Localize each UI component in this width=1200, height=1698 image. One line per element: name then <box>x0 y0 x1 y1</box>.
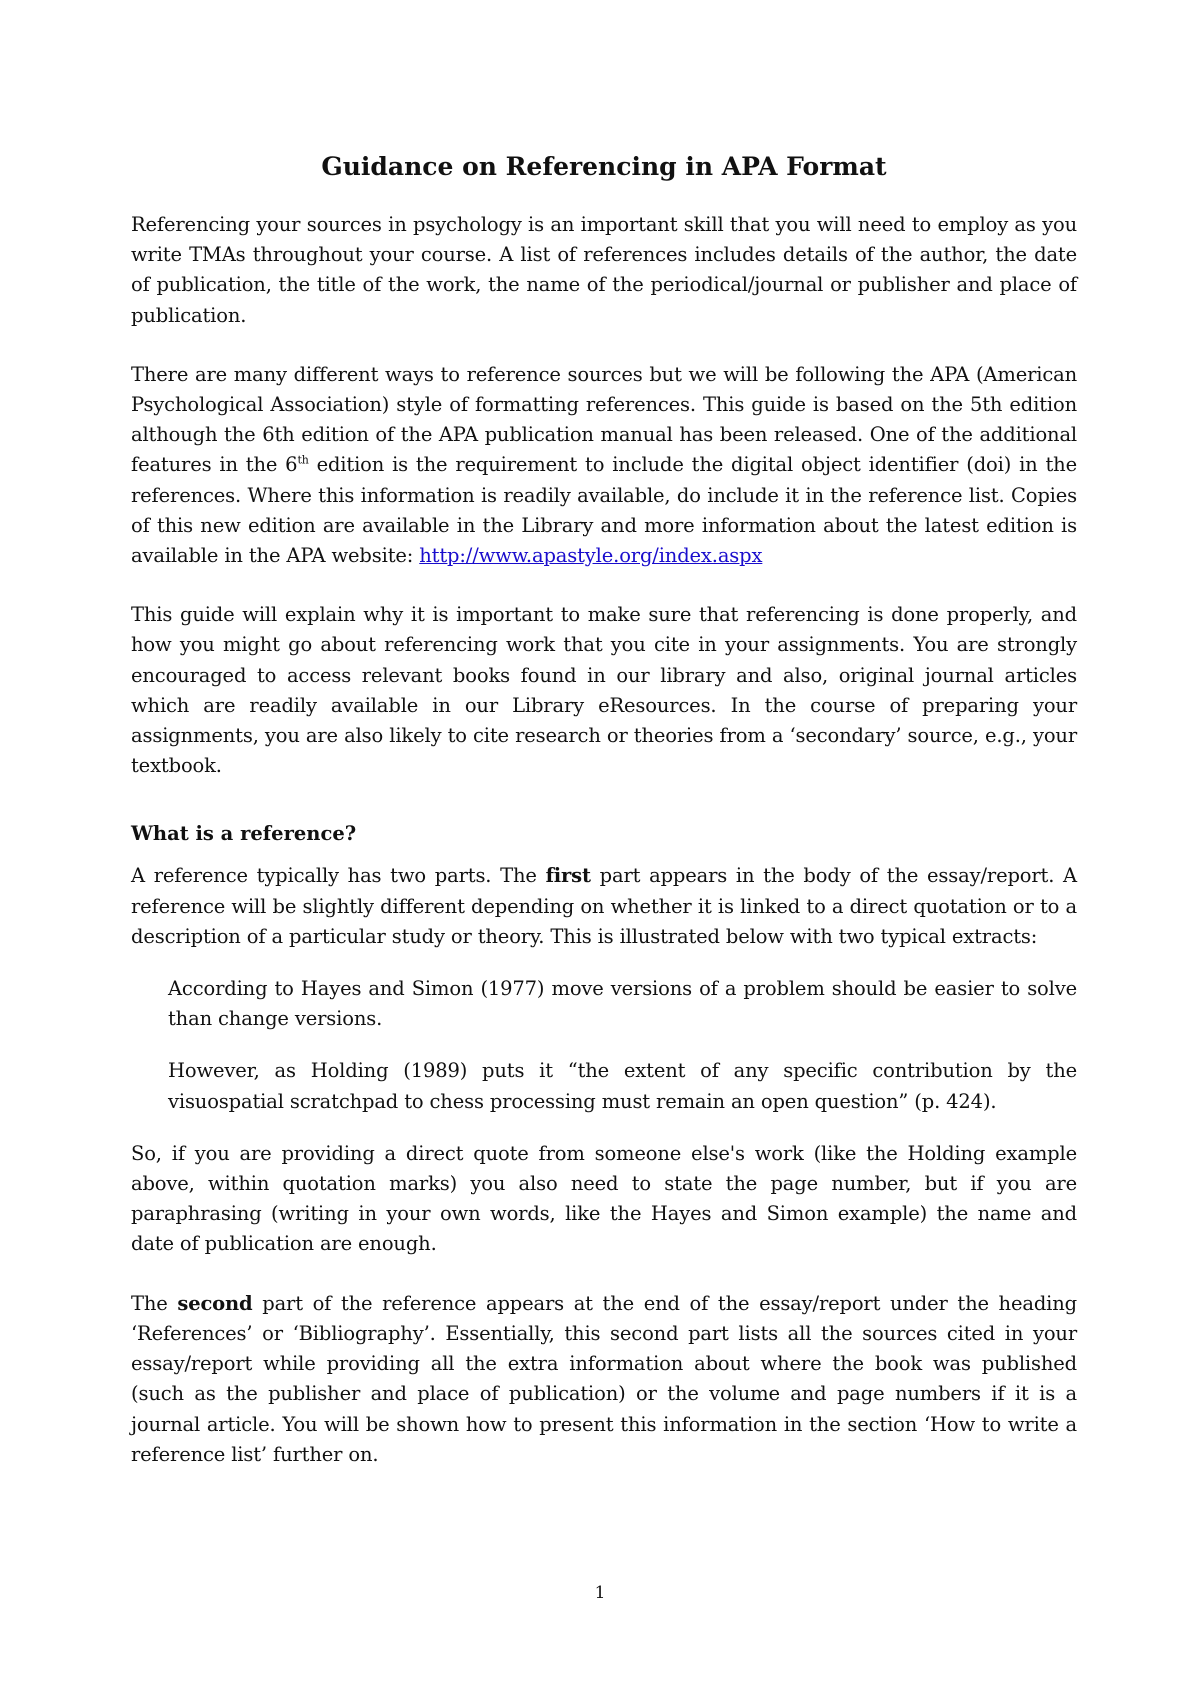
reference-parts-text-1: A reference typically has two parts. The <box>131 864 546 888</box>
second-part-text-1: The <box>131 1291 178 1315</box>
second-part-paragraph <box>131 1289 1077 1470</box>
page-content <box>131 150 1077 1499</box>
guide-purpose-paragraph: This guide will explain why it is important to make sure that referencing is done properly, and how you might go about referencing work that you cite in your assignments. You are strongly encouraged to access relevant books found in our library and also, original journal articles which are readily available in our Library eResources. In the course of preparing your assignments, you are also likely to cite research or theories from a ‘secondary’ source, e.g., your textbook. <box>131 603 1077 778</box>
extract-holding: However, as Holding (1989) puts it “the extent of any specific contribution by the visuospatial scratchpad to chess processing must remain an open question” (p. 424). <box>168 1059 1077 1113</box>
page-number: 1 <box>594 1583 606 1603</box>
direct-quote-paragraph: So, if you are providing a direct quote from someone else's work (like the Holding example above, within quotation marks) you also need to state the page number, but if you are paraphrasing (writing in your own words, like the Hayes and Simon example) the name and date of publication are enough. <box>131 1141 1077 1256</box>
apa-style-paragraph <box>131 360 1077 571</box>
reference-parts-paragraph <box>131 861 1077 952</box>
section-heading-what-is-reference: What is a reference? <box>131 822 357 846</box>
emphasis-second: second <box>177 1291 253 1315</box>
second-part-text-2: part of the reference appears at the end of the essay/report under the heading ‘References’ or ‘Bibliography’. Essentially, this second part lists all the sources cited in your essay/report while providing all the extra information about where the book was published (such as the publisher and place of publication) or the volume and page numbers if it is a journal article. You will be shown how to present this information in the section ‘How to write a reference list’ further on. <box>131 1291 1077 1466</box>
apa-style-text-2: edition is the requirement to include the digital object identifier (doi) in the references. Where this information is readily available, do include it in the reference list. Copies of this new edition are available in the Library and more information about the latest edition is available in the APA website: <box>131 453 1077 568</box>
reference-parts-text-2: part appears in the body of the essay/report. A reference will be slightly different depending on whether it is linked to a direct quotation or to a description of a particular study or theory. This is illustrated below with two typical extracts: <box>131 864 1077 948</box>
apa-website-link[interactable]: http://www.apastyle.org/index.aspx <box>419 544 763 568</box>
apa-style-text-1: There are many different ways to reference sources but we will be following the APA (American Psychological Association) style of formatting references. This guide is based on the 5th edition although the 6th edition of the APA publication manual has been released. One of the additional features in the 6 <box>131 362 1077 477</box>
intro-paragraph: Referencing your sources in psychology is an important skill that you will need to employ as you write TMAs throughout your course. A list of references includes details of the author, the date of publication, the title of the work, the name of the periodical/journal or publisher and place of publication. <box>131 213 1077 327</box>
document-title: Guidance on Referencing in APA Format <box>321 152 887 181</box>
extract-hayes-simon: According to Hayes and Simon (1977) move versions of a problem should be easier to solve than change versions. <box>168 977 1077 1031</box>
ordinal-suffix: th <box>297 453 309 467</box>
emphasis-first: first <box>545 864 591 888</box>
